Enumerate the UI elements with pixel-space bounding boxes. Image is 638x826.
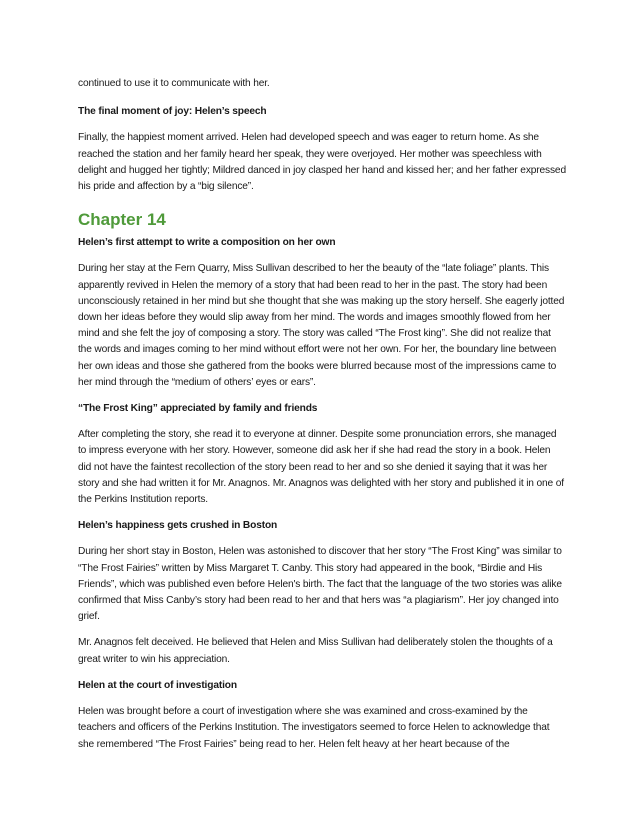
section-heading-first-attempt: Helen’s first attempt to write a composition on her own: [78, 237, 336, 249]
paragraph-final-moment: Finally, the happiest moment arrived. Helen had developed speech and was eager to return home. As she reached the station and her family heard her speak, they were overjoyed. Her mother was speechless with delight and hugged her tightly; Mildred danced in joy clasped her hand and kissed her; and her father expressed his pride and affection by a “big silence”.: [78, 132, 566, 193]
paragraph-frost-king: After completing the story, she read it to everyone at dinner. Despite some pronunciation errors, she managed to impress everyone with her story. However, someone did ask her if she had read the story in a book. Helen did not have the faintest recollection of the story been read to her and so she denied it saying that it was her story and she had written it for Mr. Anagnos. Mr. Anagnos was delighted with her story and published it in one of the Perkins Institution reports.: [78, 429, 564, 506]
chapter-title: Chapter 14: [78, 210, 166, 230]
section-heading-final-moment: The final moment of joy: Helen’s speech: [78, 106, 267, 118]
section-heading-frost-king: “The Frost King” appreciated by family and friends: [78, 403, 318, 415]
paragraph-first-attempt: During her stay at the Fern Quarry, Miss Sullivan described to her the beauty of the “late foliage” plants. This apparently revived in Helen the memory of a story that had been read to her in the past. The story had been unconsciously retained in her mind but she thought that she was making up the story herself. She eagerly jotted down her ideas before they would slip away from her mind. The words and images smoothly flowed from her mind and she felt the joy of composing a story. The story was called “The Frost king”. She did not realize that the words and images coming to her mind without effort were not her own. For her, the boundary line between her own ideas and those she gathered from the books were blurred because most of the impressions came to her mind through the “medium of others’ eyes or ears”.: [78, 263, 565, 388]
paragraph-court: Helen was brought before a court of investigation where she was examined and cross-examined by the teachers and officers of the Perkins Institution. The investigators seemed to force Helen to acknowledge that she remembered “The Frost Fairies” being read to her. Helen felt heavy at her heart because of the: [78, 706, 550, 750]
intro-continuation-text: continued to use it to communicate with her.: [78, 78, 270, 89]
section-heading-court: Helen at the court of investigation: [78, 679, 237, 691]
paragraph-boston-2: Mr. Anagnos felt deceived. He believed that Helen and Miss Sullivan had deliberately stolen the thoughts of a great writer to win his appreciation.: [78, 637, 553, 665]
paragraph-boston-1: During her short stay in Boston, Helen was astonished to discover that her story “The Frost King” was similar to “The Frost Fairies” written by Miss Margaret T. Canby. This story had appeared in the book, “Birdie and His Friends”, which was published even before Helen's birth. The fact that the language of the two stories was alike confirmed that Miss Canby’s story had been read to her and that hers was “a plagiarism”. Her joy changed into grief.: [78, 546, 562, 623]
document-page: [78, 76, 566, 753]
section-heading-boston: Helen’s happiness gets crushed in Boston: [78, 520, 278, 532]
